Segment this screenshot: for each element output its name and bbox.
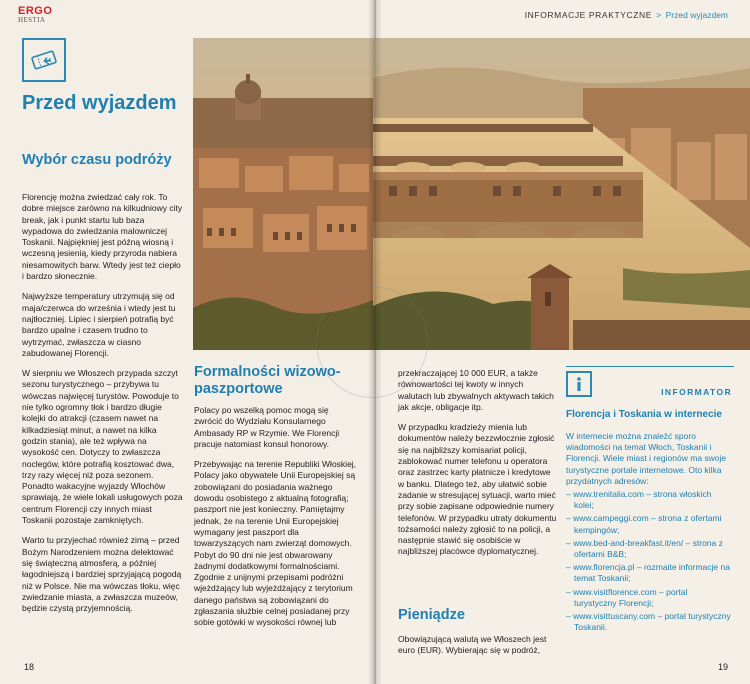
paragraph: Florencję można zwiedzać cały rok. To dobre miejsce zarówno na kilkudniowy city break, jak i punkt startu lub baza wypadowa do zwiedzania malowniczej Toskanii. Najpiękniej jest późną wiosną i wczesną jesienią, kiedy przyroda nabiera niesamowitych barw. Wtedy jest też ciepło i bardzo słonecznie. [22,192,183,282]
florence-panorama-photo [193,38,750,350]
paragraph: Przebywając na terenie Republiki Włoskiej, Polacy jako obywatele Unii Europejskiej są zobowiązani do posiadania ważnego dowodu osobistego z aktualną fotografią; paszport nie jest konieczny. Pamiętajmy jednak, że na terenie Unii Europejskiej wymagany jest paszport dla towarzyszących nam zwierząt domowych. Pobyt do 90 dni nie jest obwarowany żadnymi dodatkowymi formalnościami. Zgodnie z unijnymi przepisami podróżni wjeżdżający lub wyjeżdżający z terytorium danego państwa są zobowiązani do zgłaszania służbie celnej posiadanej przy sobie gotówki w wysokości równej lub [194,459,357,628]
paragraph: Najwyższe temperatury utrzymują się od maja/czerwca do września i wtedy jest tu najtłoczniej. Lipiec i sierpień potrafią być bardzo upalne i czasem trudno to wytrzymać, zwłaszcza w ciasno zabudowanej Florencji. [22,291,176,358]
page-number-right: 19 [717,662,728,672]
link-item[interactable]: www.visitflorence.com – portal turystyczny Florencji; [573,586,688,608]
running-head-category: INFORMACJE PRAKTYCZNE [524,10,653,20]
list-item: – www.campeggi.com – strona z ofertami kempingów; [566,513,722,535]
section-heading-visa: Formalności wizowo-paszportowe [194,364,341,397]
paragraph: Polacy po wszelką pomoc mogą się zwrócić do Wydziału Konsularnego Ambasady RP w Rzymie. We Florencji pracuje natomiast konsul honorowy. [194,405,340,449]
book-gutter [368,0,382,684]
logo-line-1: ERGO [18,5,53,17]
paragraph: Warto tu przyjechać również zimą – przed Bożym Narodzeniem można delektować się świąteczną atmosferą, a później łagodniejszą i bardziej sprzyjającą pogodą niż w Polsce. Nie ma wówczas tłoku, więc zwiedzanie miasta, a zwłaszcza muzeów, będzie czystą przyjemnością. [22,535,182,614]
section-heading-travel-time: Wybór czasu podróży [22,152,172,168]
page-title: Przed wyjazdem [22,92,177,114]
paragraph: W przypadku kradzieży mienia lub dokumentów należy bezzwłocznie zgłosić się na najbliższy komisariat policji, zablokować numer telefonu u operatora oraz zastrzec karty płatnicze i kredytowe w banku. Dlatego też, aby ułatwić sobie zadanie w stresującej sytuacji, warto mieć przy sobie zapisane odpowiednie numery telefonów. W przypadku utraty dokumentu tożsamości należy zgłosić to na policji, a następnie stawić się osobiście w najbliższej placówce dyplomatycznej. [398,422,557,557]
informator-box [566,366,734,657]
visa-text-column [194,405,358,638]
middle-text-column [398,368,558,567]
paragraph: przekraczającej 10 000 EUR, a także równowartości tej kwoty w innych walutach lub zbywalnych aktywach takich jak akcje, obligacje itp. [398,368,554,412]
running-head-separator: > [656,10,662,20]
paragraph: W sierpniu we Włoszech przypada szczyt sezonu turystycznego – przybywa tu wówczas najwięcej turystów. Powoduje to nie tylko ogromny tłok i bardzo długie kolejki do atrakcji (czasem nawet na kilkadziesiąt minut, a nawet na kilka godzin stania), ale też wpływa na wysokość cen. Dotyczy to zwłaszcza noclegów, które potrafią kosztować dwa, trzy razy więcej niż poza sezonem. Ponadto wakacyjne wyjazdy Włochów sprawiają, że wiele lokali usługowych poza centrum Florencji czy innych miast Toskanii pozostaje zamkniętych. [22,368,183,526]
link-item[interactable]: www.bed-and-breakfast.it/en/ – strona z ofertami B&B; [573,537,723,560]
link-item[interactable]: www.florencja.pl – rozmaite informacje na temat Toskanii; [573,562,730,584]
informator-title: Florencja i Toskania w internecie [566,409,722,420]
link-item[interactable]: www.campeggi.com – strona z ofertami kempingów; [573,513,722,535]
publisher-logo [18,6,52,24]
informator-text [566,431,732,635]
list-item: – www.bed-and-breakfast.it/en/ – strona z ofertami B&B; [566,537,723,560]
list-item: – www.florencja.pl – rozmaite informacje na temat Toskanii; [566,562,730,584]
paragraph: Obowiązującą walutą we Włoszech jest euro (EUR). Wybierając się w podróż, [398,634,547,656]
link-item[interactable]: www.trenitalia.com – strona włoskich kolei; [573,489,712,511]
section-heading-money: Pieniądze [398,607,465,623]
informator-intro: W internecie można znaleźć sporo wiadomości na temat Włoch, Toskanii i Florencji. Wiele miast i regionów ma swoje turystyczne portale internetowe. Oto kilka przydatnych adresów: [566,431,727,486]
link-item[interactable]: www.visittuscany.com – portal turystyczny Toskanii. [573,611,731,633]
logo-line-2: HESTIA [18,16,46,24]
money-text [398,634,558,666]
ticket-icon [22,38,66,82]
page-number-left: 18 [24,662,35,672]
running-head [525,10,728,20]
left-text-column [22,192,184,623]
list-item: – www.visittuscany.com – portal turystyczny Toskanii. [566,611,731,633]
informator-tag: INFORMATOR [661,387,732,397]
info-icon [566,371,592,397]
list-item: – www.trenitalia.com – strona włoskich kolei; [566,489,712,511]
running-head-section: Przed wyjazdem [665,10,728,20]
list-item: – www.visitflorence.com – portal turystyczny Florencji; [566,586,688,608]
